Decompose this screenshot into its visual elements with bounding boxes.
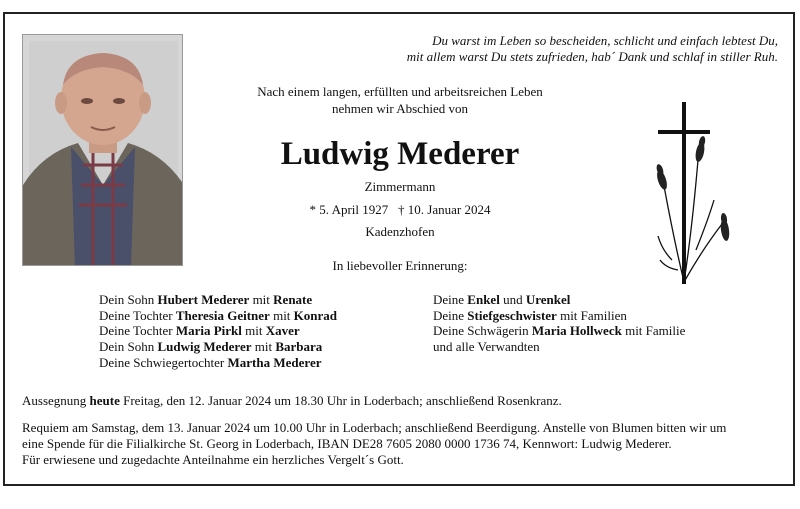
connector-text: mit: [249, 292, 274, 307]
mourner-name: Maria Pirkl: [175, 323, 242, 339]
relation-text: Deine Tochter: [99, 307, 176, 323]
quote-line-2: mit allem warst Du stets zufrieden, hab´ Dank und schlaf in stiller Ruh.: [406, 49, 778, 64]
mourner-name: Stiefgeschwister: [467, 307, 557, 323]
connector-text: mit Familien: [556, 307, 627, 323]
relation-text: und alle Verwandten: [433, 339, 540, 355]
mourners-right: [433, 292, 685, 355]
mourner-line: [433, 323, 685, 339]
hometown: Kadenzhofen: [365, 224, 435, 239]
cross-with-wheat-icon: [652, 100, 742, 291]
requiem-line-2: eine Spende für die Filialkirche St. Georg in Loderbach, IBAN DE28 7605 2080 0000 1736 74, Kennwort: Ludwig Mederer.: [22, 436, 672, 451]
intro-line-2: nehmen wir Abschied von: [331, 101, 469, 116]
intro-text: [200, 83, 600, 117]
mourner-name: Maria Hollweck: [531, 323, 622, 339]
partner-name: Urenkel: [525, 292, 571, 307]
blessing-text-rest: Freitag, den 12. Januar 2024 um 18.30 Uhr in Loderbach; anschließend Rosenkranz.: [119, 393, 562, 408]
mourner-line: [433, 308, 685, 324]
blessing-notice: [22, 393, 782, 409]
mourner-name: Hubert Mederer: [157, 292, 250, 307]
mourner-line: [99, 292, 337, 308]
quote-line-1: Du warst im Leben so bescheiden, schlicht und einfach lebtest Du,: [432, 33, 778, 48]
mourners-left: [99, 292, 337, 371]
memorial-quote: [358, 33, 778, 65]
deceased-occupation: Zimmermann: [364, 179, 436, 194]
portrait-photo: [22, 34, 183, 266]
partner-name: Barbara: [275, 339, 323, 355]
blessing-highlight: heute: [89, 393, 120, 408]
connector-text: mit: [251, 339, 276, 355]
relation-text: Deine Schwiegertochter: [99, 354, 228, 370]
partner-name: Renate: [273, 292, 313, 307]
mourner-name: Ludwig Mederer: [157, 339, 252, 355]
connector-text: und: [499, 292, 526, 307]
connector-text: mit Familie: [621, 323, 686, 339]
connector-text: mit: [269, 307, 294, 323]
mourner-name: Martha Mederer: [227, 354, 322, 370]
mourner-line: [99, 355, 337, 371]
requiem-line-3: Für erwiesene und zugedachte Anteilnahme ein herzliches Vergelt´s Gott.: [22, 452, 404, 467]
deceased-name: Ludwig Mederer: [280, 136, 520, 172]
connector-text: mit: [241, 323, 266, 339]
partner-name: Xaver: [265, 323, 300, 339]
relation-text: Deine: [433, 307, 468, 323]
mourner-name: Theresia Geitner: [175, 307, 270, 323]
relation-text: Dein Sohn: [99, 339, 158, 355]
mourner-line: [99, 308, 337, 324]
requiem-notice: [22, 420, 782, 468]
mourner-name: Enkel: [467, 292, 500, 307]
intro-line-1: Nach einem langen, erfüllten und arbeitsreichen Leben: [257, 84, 543, 99]
mourner-line: [99, 339, 337, 355]
relation-text: Deine: [433, 292, 468, 307]
memory-heading: In liebevoller Erinnerung:: [332, 258, 468, 273]
relation-text: Deine Tochter: [99, 323, 176, 339]
mourner-line: [433, 339, 685, 355]
mourner-line: [99, 323, 337, 339]
requiem-line-1: Requiem am Samstag, dem 13. Januar 2024 um 10.00 Uhr in Loderbach; anschließend Beerdigung. Anstelle von Blumen bitten wir um: [22, 420, 727, 435]
mourner-line: [433, 292, 685, 308]
relation-text: Dein Sohn: [99, 292, 158, 307]
partner-name: Konrad: [293, 307, 338, 323]
relation-text: Deine Schwägerin: [433, 323, 532, 339]
life-dates: * 5. April 1927 † 10. Januar 2024: [309, 202, 491, 217]
blessing-text: Aussegnung: [22, 393, 90, 408]
